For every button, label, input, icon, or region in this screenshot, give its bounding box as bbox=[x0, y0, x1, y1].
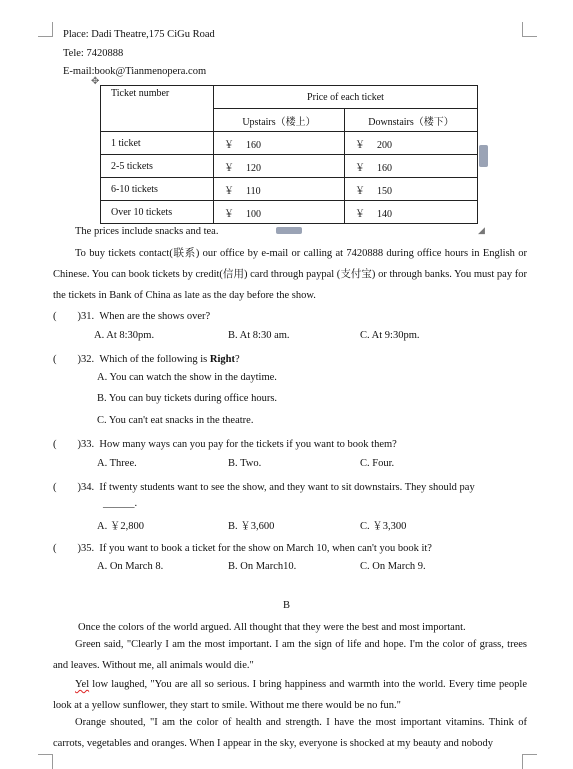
section-heading: B bbox=[283, 600, 291, 611]
paragraph-text: low laughed, "You are all so serious. I bring happiness and warmth into the world. Every time people look at a yellow sunflower, they start to smile. Without me there would be no fun." bbox=[53, 679, 527, 711]
currency-symbol: ￥ bbox=[355, 162, 365, 174]
misspelled-word: Yel bbox=[75, 679, 90, 690]
page-corner-mark-bottom-left bbox=[38, 754, 53, 769]
question-number: 33. bbox=[81, 439, 95, 450]
price-value: 200 bbox=[377, 139, 392, 151]
option-b: B. Two. bbox=[228, 458, 262, 469]
question-text: How many ways can you pay for the tickets if you want to book them? bbox=[99, 439, 397, 450]
table-resize-handle-icon[interactable]: ◢ bbox=[478, 225, 485, 235]
price-value: 100 bbox=[246, 208, 261, 220]
answer-bracket[interactable]: ( ) bbox=[53, 354, 81, 365]
option-a: A. Three. bbox=[97, 458, 137, 469]
intro-paragraph: To buy tickets contact(联系) our office by e-mail or calling at 7420888 during office hours in English or Chinese. You can book tickets by credit(信用) card through paypal (支付宝) or through banks. You must pay for the tickets in Bank of China as late as the day before the show. bbox=[53, 248, 527, 301]
question-text-bold: Right bbox=[209, 354, 235, 365]
currency-symbol: ￥ bbox=[355, 208, 365, 220]
row-label: 1 ticket bbox=[101, 132, 214, 155]
question-32 bbox=[53, 351, 240, 366]
option-a: A. On March 8. bbox=[97, 561, 164, 572]
row-upstairs-price bbox=[214, 178, 345, 201]
story-paragraph-1: Once the colors of the world argued. All thought that they were the best and most important. bbox=[78, 622, 466, 633]
row-downstairs-price bbox=[345, 132, 478, 155]
price-table bbox=[100, 85, 478, 224]
table-header-upstairs: Upstairs（楼上） bbox=[214, 109, 345, 132]
story-paragraph-4: Orange shouted, "I am the color of health and strength. I have the most important vitamins. Think of carrots, vegetables and oranges. When I appear in the sky, everyone is shocked at my beauty and nobody bbox=[53, 717, 527, 749]
currency-symbol: ￥ bbox=[224, 139, 234, 151]
question-number: 35. bbox=[81, 543, 95, 554]
currency-symbol: ￥ bbox=[355, 185, 365, 197]
question-34 bbox=[53, 479, 475, 494]
answer-bracket[interactable]: ( ) bbox=[53, 439, 81, 450]
question-text: If twenty students want to see the show, and they want to sit downstairs. They should pay bbox=[99, 482, 475, 493]
question-text-end: ? bbox=[235, 354, 240, 365]
row-upstairs-price bbox=[214, 132, 345, 155]
price-value: 160 bbox=[246, 139, 261, 151]
table-insert-row-handle-icon[interactable] bbox=[276, 227, 302, 234]
question-31 bbox=[53, 308, 210, 323]
option-a: A. At 8:30pm. bbox=[94, 330, 155, 341]
option-b: B. On March10. bbox=[228, 561, 297, 572]
table-insert-column-handle-icon[interactable] bbox=[479, 145, 488, 167]
row-upstairs-price bbox=[214, 201, 345, 224]
table-header-downstairs: Downstairs（楼下） bbox=[345, 109, 478, 132]
question-text: When are the shows over? bbox=[99, 311, 211, 322]
contact-tele: Tele: 7420888 bbox=[63, 48, 124, 59]
option-c: C. Four. bbox=[360, 458, 395, 469]
option-a: A. ￥2,800 bbox=[97, 521, 144, 532]
row-downstairs-price bbox=[345, 201, 478, 224]
question-number: 32. bbox=[81, 354, 95, 365]
price-value: 160 bbox=[377, 162, 392, 174]
row-label: 6-10 tickets bbox=[101, 178, 214, 201]
price-value: 140 bbox=[377, 208, 392, 220]
option-c: C. ￥3,300 bbox=[360, 521, 407, 532]
table-row bbox=[101, 132, 478, 155]
story-paragraph-2: Green said, "Clearly I am the most important. I am the sign of life and hope. I'm the color of grass, trees and leaves. Without me, all animals would die." bbox=[53, 639, 527, 671]
question-number: 31. bbox=[81, 311, 95, 322]
row-label: 2-5 tickets bbox=[101, 155, 214, 178]
row-downstairs-price bbox=[345, 178, 478, 201]
contact-email: E-mail:book@Tianmenopera.com bbox=[63, 66, 207, 77]
page-corner-mark-top-left bbox=[38, 22, 53, 37]
row-downstairs-price bbox=[345, 155, 478, 178]
table-row bbox=[101, 178, 478, 201]
table-header-price: Price of each ticket bbox=[214, 86, 478, 109]
table-header-ticket-number: Ticket number bbox=[101, 86, 214, 132]
option-c: C. At 9:30pm. bbox=[360, 330, 420, 341]
question-35 bbox=[53, 540, 432, 555]
option-c: C. You can't eat snacks in the theatre. bbox=[97, 415, 254, 426]
answer-bracket[interactable]: ( ) bbox=[53, 311, 81, 322]
contact-place: Place: Dadi Theatre,175 CiGu Road bbox=[63, 29, 215, 40]
page-corner-mark-top-right bbox=[522, 22, 537, 37]
option-b: B. You can buy tickets during office hours. bbox=[97, 393, 278, 404]
currency-symbol: ￥ bbox=[224, 208, 234, 220]
option-a: A. You can watch the show in the daytime. bbox=[97, 372, 277, 383]
table-row bbox=[101, 201, 478, 224]
table-row bbox=[101, 155, 478, 178]
story-paragraph-3 bbox=[53, 674, 527, 716]
question-text: If you want to book a ticket for the show on March 10, when can't you book it? bbox=[99, 543, 432, 554]
answer-bracket[interactable]: ( ) bbox=[53, 482, 81, 493]
currency-symbol: ￥ bbox=[224, 162, 234, 174]
answer-bracket[interactable]: ( ) bbox=[53, 543, 81, 554]
price-value: 150 bbox=[377, 185, 392, 197]
currency-symbol: ￥ bbox=[355, 139, 365, 151]
row-label: Over 10 tickets bbox=[101, 201, 214, 224]
price-value: 110 bbox=[246, 185, 261, 197]
page-corner-mark-bottom-right bbox=[522, 754, 537, 769]
option-b: B. ￥3,600 bbox=[228, 521, 275, 532]
option-c: C. On March 9. bbox=[360, 561, 426, 572]
answer-blank: ______. bbox=[103, 498, 138, 509]
question-number: 34. bbox=[81, 482, 95, 493]
snacks-note: The prices include snacks and tea. bbox=[75, 226, 219, 237]
table-move-handle-icon[interactable]: ✥ bbox=[91, 76, 100, 87]
row-upstairs-price bbox=[214, 155, 345, 178]
question-33 bbox=[53, 436, 397, 451]
question-text: Which of the following is bbox=[99, 354, 210, 365]
currency-symbol: ￥ bbox=[224, 185, 234, 197]
option-b: B. At 8:30 am. bbox=[228, 330, 290, 341]
price-value: 120 bbox=[246, 162, 261, 174]
